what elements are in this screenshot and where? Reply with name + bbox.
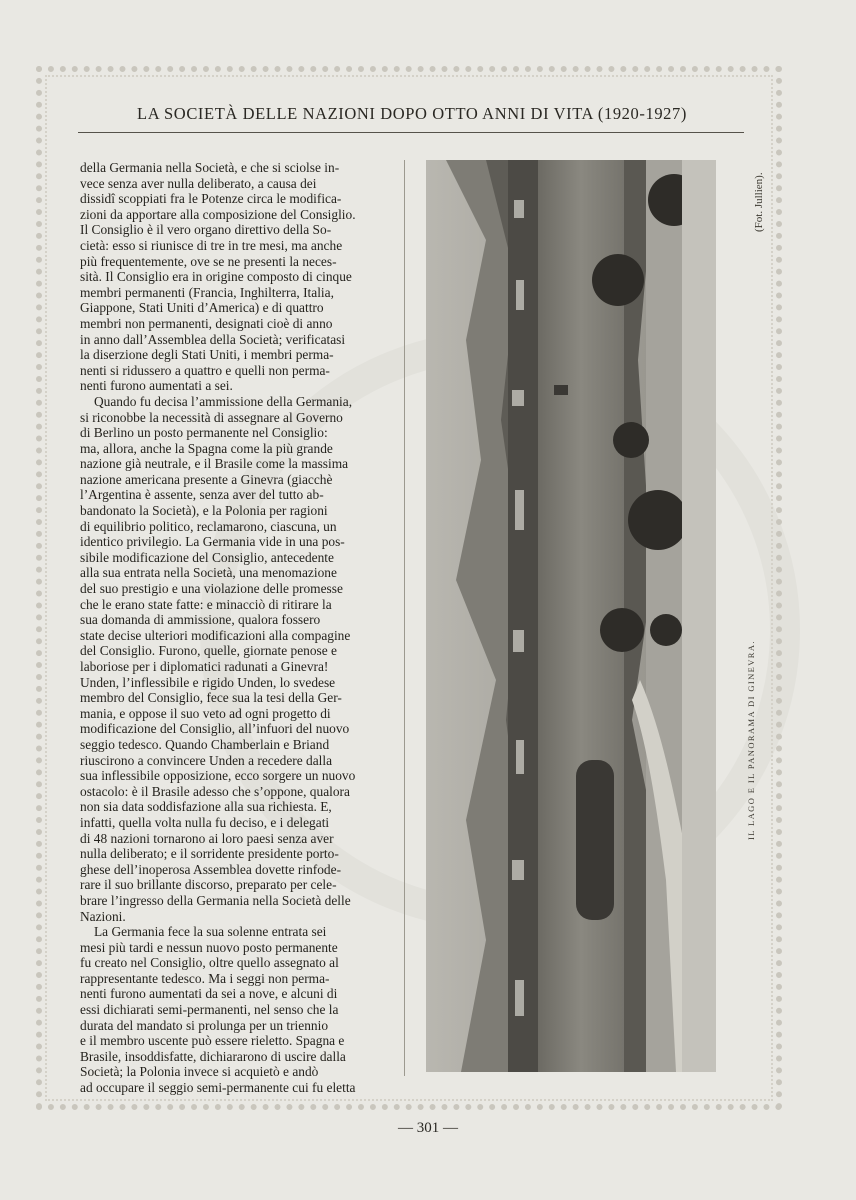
body-text-column [80, 160, 402, 1096]
text-line: membri non permanenti, designati cioè di anno [80, 315, 333, 331]
text-line: vece senza aver nulla deliberato, a causa dei [80, 175, 317, 191]
text-line: sua domanda di ammissione, qualora fossero [80, 612, 321, 628]
text-line: Quando fu decisa l’ammissione della Germania, [94, 393, 353, 409]
text-line: nenti si ridussero a quattro e quelli non perma- [80, 362, 330, 378]
text-line: state decise ulteriori modificazioni alla compagine [80, 627, 351, 643]
text-line: del Consiglio. Furono, quelle, giornate penose e [80, 643, 337, 659]
page-number: — 301 — [398, 1120, 458, 1136]
text-line: cietà: esso si riunisce di tre in tre mesi, ma anche [80, 237, 343, 253]
text-line: e il membro uscente può essere rieletto. Spagna e [80, 1033, 345, 1049]
text-line: rappresentante tedesco. Ma i seggi non perma- [80, 970, 330, 986]
text-line: seggio tedesco. Quando Chamberlain e Briand [80, 736, 330, 752]
text-line: Unden, l’inflessibile e rigido Unden, lo svedese [80, 674, 336, 690]
text-line: che le erano state fatte: e minacciò di ritirare la [80, 596, 332, 612]
column-divider [404, 160, 405, 1076]
text-line: mania, e oppose il suo veto ad ogni progetto di [80, 705, 331, 721]
text-line: nulla deliberato; e il sorridente presidente porto- [80, 846, 339, 862]
text-line: sità. Il Consiglio era in origine composto di cinque [80, 269, 352, 285]
text-line: ad occupare il seggio semi-permanente cui fu eletta [80, 1080, 356, 1096]
text-line: Il Consiglio è il vero organo direttivo della So- [80, 222, 332, 238]
text-line: di equilibrio politico, reclamarono, ciascuna, un [80, 518, 337, 534]
panorama-image [426, 160, 716, 1072]
text-line: nazione americana presente a Ginevra (giacchè [80, 471, 333, 487]
text-line: fu creato nel Consiglio, oltre quello assegnato al [80, 955, 339, 971]
text-line: membri permanenti (Francia, Inghilterra, Italia, [80, 284, 334, 300]
text-line: alla sua entrata nella Società, una menomazione [80, 565, 337, 581]
text-line: l’Argentina è assente, senza aver del tutto ab- [80, 487, 324, 503]
running-header: LA SOCIETÀ DELLE NAZIONI DOPO OTTO ANNI DI VITA (1920-1927) [137, 104, 687, 123]
text-line: la diserzione degli Stati Uniti, i membri perma- [80, 347, 334, 363]
text-line: ghese dell’inoperosa Assemblea dovette rinfode- [80, 861, 342, 877]
text-line: mesi più tardi e nessun nuovo posto permanente [80, 939, 338, 955]
text-line: zioni da apportare alla composizione del Consiglio. [80, 206, 356, 222]
text-line: riuscirono a convincere Unden a recedere dalla [80, 752, 333, 768]
text-line: brare l’ingresso della Germania nella Società delle [80, 892, 351, 908]
header-rule [78, 132, 744, 133]
figure-caption: IL LAGO E IL PANORAMA DI GINEVRA. [746, 640, 756, 840]
text-line: nenti furono aumentati da sei a nove, e alcuni di [80, 986, 338, 1002]
text-line: sibile modificazione del Consiglio, antecedente [80, 549, 334, 565]
text-line: laboriose per i diplomatici radunati a Ginevra! [80, 659, 329, 674]
text-line: La Germania fece la sua solenne entrata sei [94, 924, 327, 940]
text-line: ostacolo: è il Brasile adesso che s’oppone, qualora [80, 783, 350, 799]
text-line: identico privilegio. La Germania vide in una pos- [80, 534, 345, 550]
text-line: infatti, quella volta nulla fu deciso, e i delegati [80, 814, 330, 830]
text-line: essi dichiarati semi-permanenti, nel senso che la [80, 1002, 339, 1018]
text-line: bandonato la Società), e la Polonia per ragioni [80, 503, 328, 519]
text-line: del suo prestigio e una violazione delle promesse [80, 581, 343, 597]
text-line: ma, allora, anche la Spagna come la più grande [80, 440, 333, 456]
text-line: nazione già neutrale, e il Brasile come la massima [80, 456, 349, 472]
text-line: membro del Consiglio, fece sua la tesi della Ger- [80, 690, 342, 706]
text-line: Nazioni. [80, 908, 126, 924]
text-line: modificazione del Consiglio, all’infuori del nuovo [80, 721, 350, 737]
text-line: dissidî scoppiati fra le Potenze circa le modifica- [80, 191, 342, 207]
text-line: più frequentemente, ove se ne presenti la neces- [80, 253, 337, 269]
text-line: Brasile, insoddisfatte, dichiararono di uscire dalla [80, 1048, 346, 1064]
text-line: della Germania nella Società, e che si sciolse in- [80, 160, 340, 175]
text-line: si riconobbe la necessità di assegnare al Governo [80, 409, 343, 425]
text-line: Società; la Polonia invece si acquietò e andò [80, 1064, 319, 1080]
photo-lake-geneva [426, 160, 716, 1072]
text-line: nenti furono aumentati a sei. [80, 378, 233, 394]
text-line: non sia data soddisfazione alla sua richiesta. E, [80, 799, 332, 815]
text-line: di 48 nazioni tornarono ai loro paesi senza aver [80, 830, 334, 846]
text-line: in anno dall’Assemblea della Società; verificatasi [80, 331, 346, 347]
text-line: di Berlino un posto permanente nel Consiglio: [80, 425, 328, 441]
text-line: sua inflessibile opposizione, ecco sorgere un nuovo [80, 768, 356, 784]
text-line: Giappone, Stati Uniti d’America) e di quattro [80, 300, 324, 316]
photo-credit: (Fot. Jullien). [753, 172, 765, 232]
text-line: rare il suo brillante discorso, preparato per cele- [80, 877, 337, 893]
text-line: durata del mandato si prolunga per un triennio [80, 1017, 329, 1033]
